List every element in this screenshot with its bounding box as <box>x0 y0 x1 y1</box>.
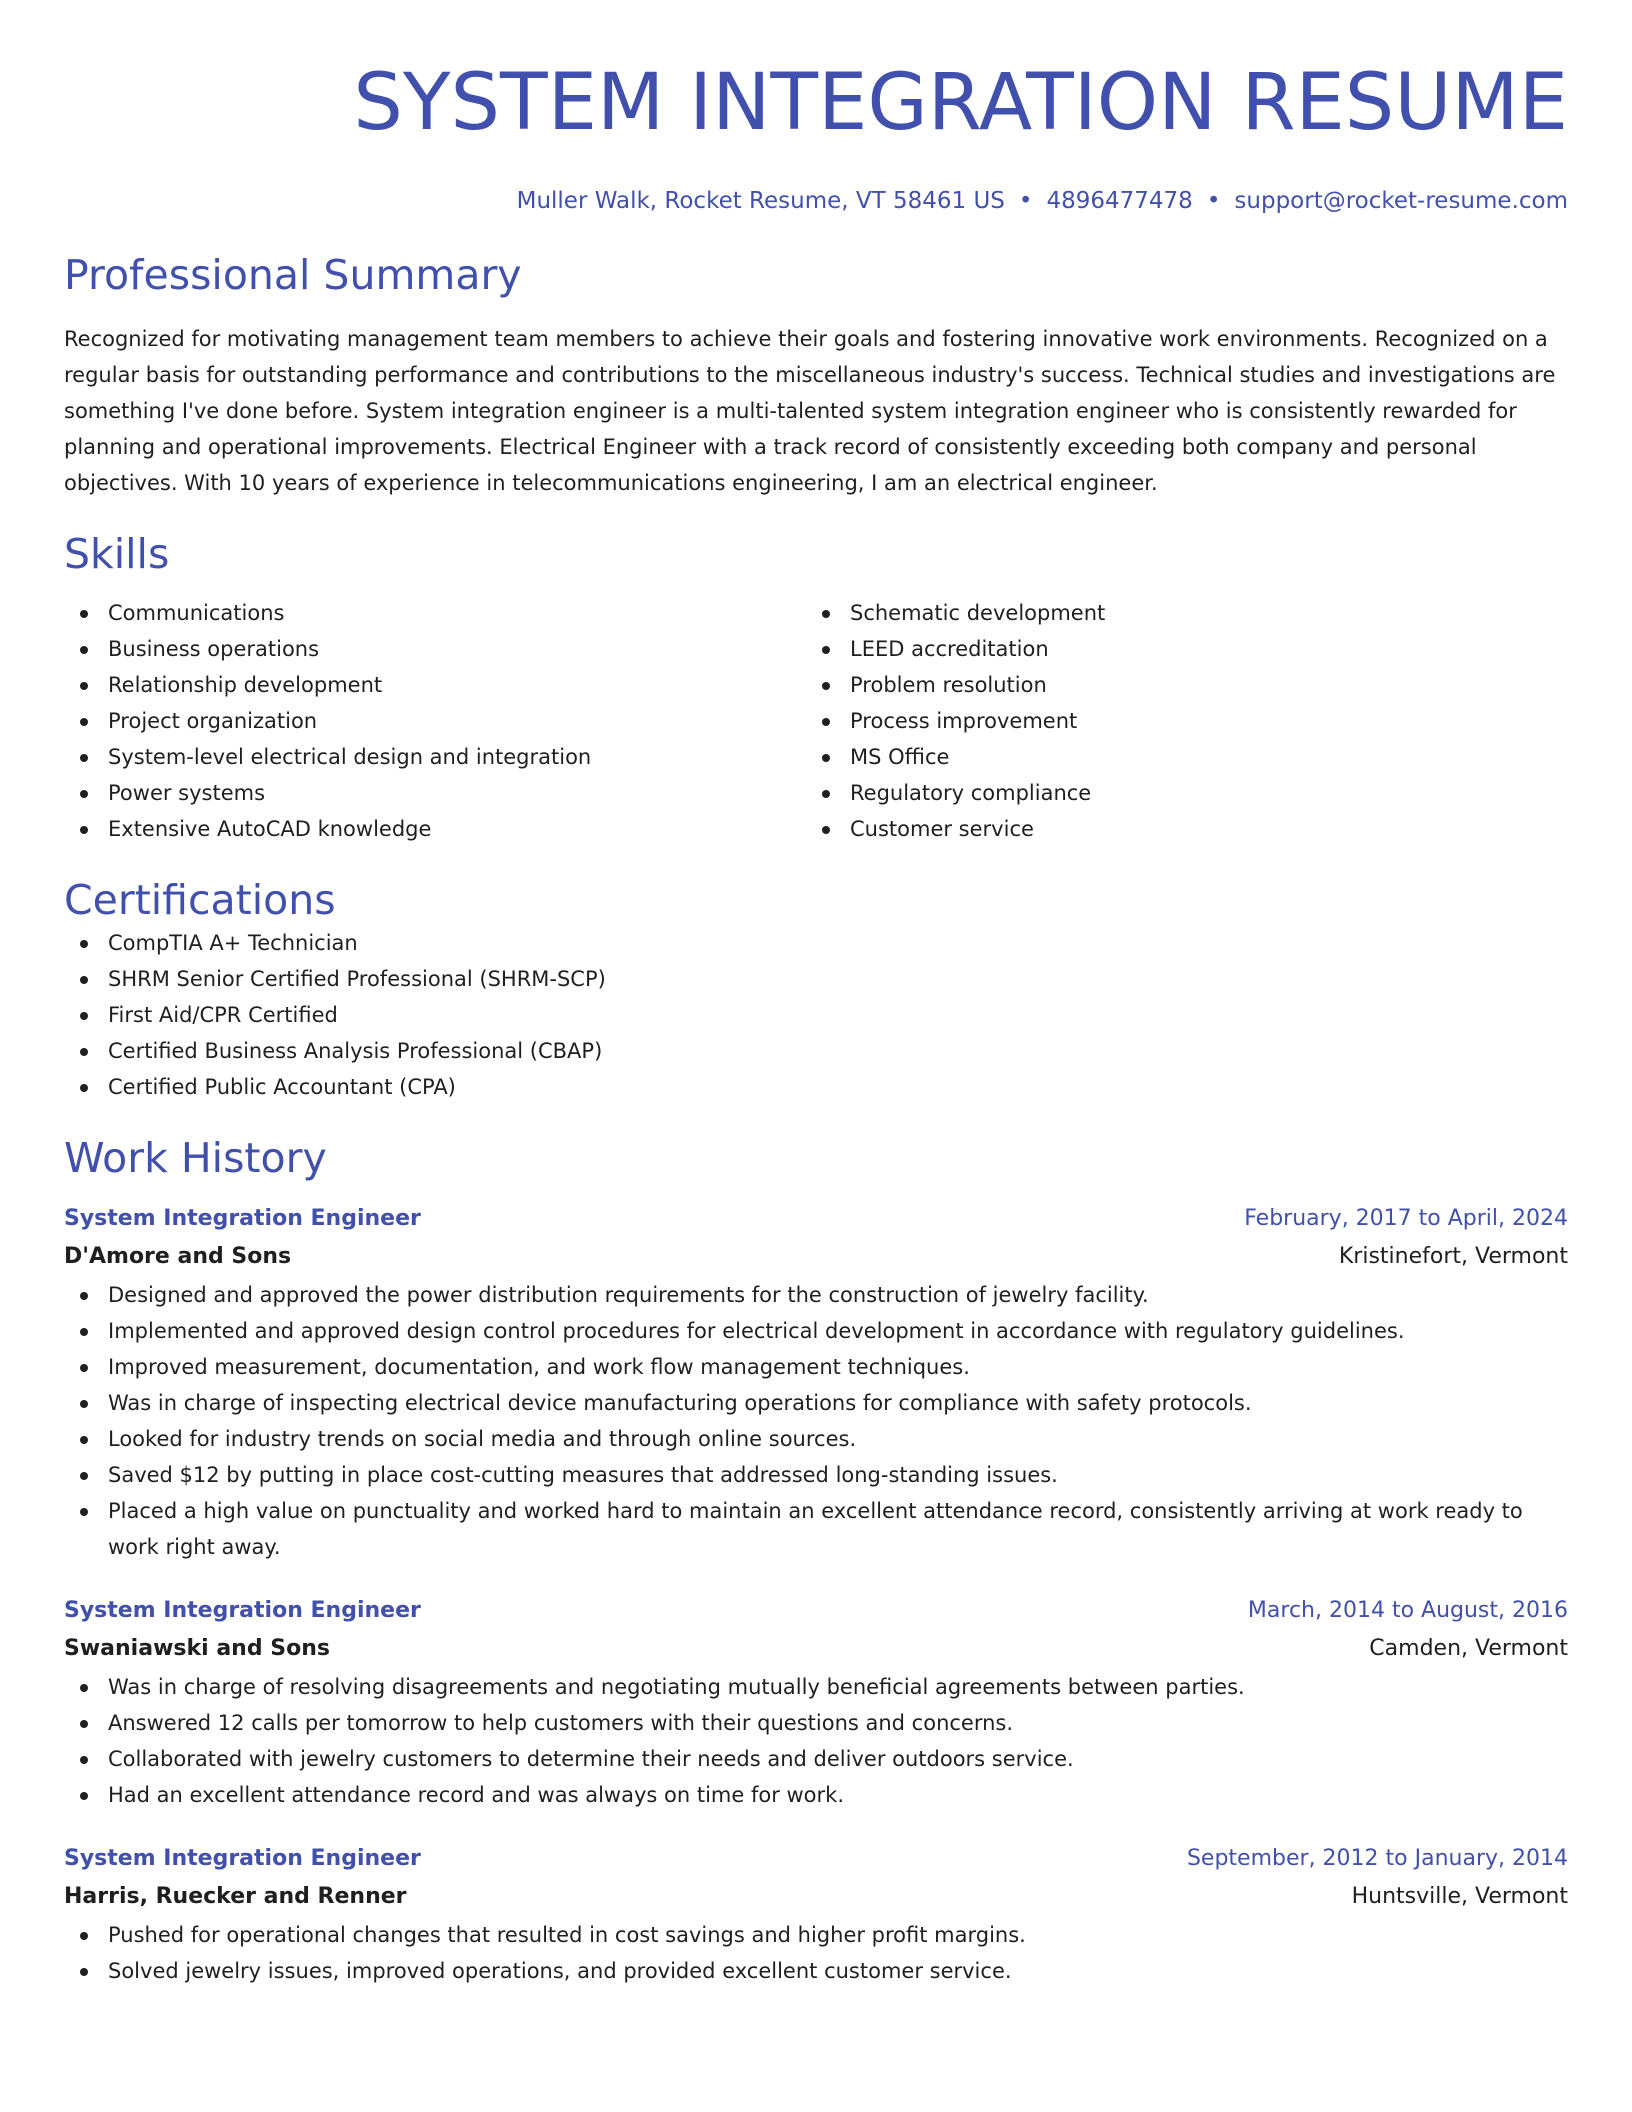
list-item <box>64 1349 1568 1385</box>
bullet-icon <box>80 1048 88 1056</box>
list-item <box>64 811 806 847</box>
skills-list-right <box>806 595 1548 847</box>
job-header-row <box>64 1593 1568 1629</box>
list-item <box>64 1421 1568 1457</box>
list-item-text: Process improvement <box>850 709 1078 733</box>
bullet-icon <box>80 1720 88 1728</box>
list-item-text: Collaborated with jewelry customers to determine their needs and deliver outdoors service. <box>108 1747 1074 1771</box>
bullet-icon <box>822 754 830 762</box>
list-item <box>64 1457 1568 1493</box>
list-item <box>806 667 1548 703</box>
bullet-icon <box>80 1968 88 1976</box>
bullet-icon <box>80 1364 88 1372</box>
list-item-text: Designed and approved the power distribution requirements for the construction of jewelry facility. <box>108 1283 1149 1307</box>
bullet-icon <box>80 1756 88 1764</box>
list-item <box>64 961 1568 997</box>
bullet-icon <box>80 1328 88 1336</box>
certifications-list <box>64 925 1568 1105</box>
summary-section <box>64 250 1568 501</box>
list-item <box>64 1953 1568 1989</box>
list-item <box>64 1277 1568 1313</box>
bullet-icon <box>80 718 88 726</box>
list-item <box>64 1741 1568 1777</box>
contact-email: support@rocket-resume.com <box>1234 188 1568 214</box>
bullet-icon <box>80 976 88 984</box>
job-entry <box>64 1201 1568 1565</box>
job-role: System Integration Engineer <box>64 1206 421 1231</box>
resume-title: SYSTEM INTEGRATION RESUME <box>353 58 1568 148</box>
work-history-section <box>64 1133 1568 1989</box>
job-company: Harris, Ruecker and Renner <box>64 1884 407 1909</box>
list-item-text: Project organization <box>108 709 318 733</box>
contact-phone: 4896477478 <box>1046 188 1193 214</box>
bullet-icon <box>822 646 830 654</box>
job-company-row <box>64 1629 1568 1669</box>
summary-text: Recognized for motivating management team members to achieve their goals and fostering innovative work environments. Recognized on a regular basis for outstanding performance and contributions to the miscellaneous industry's success. Technical studies and investigations are something I've done before. System integration engineer is a multi-talented system integration engineer who is consistently rewarded for planning and operational improvements. Electrical Engineer with a track record of consistently exceeding both company and personal objectives. With 10 years of experience in telecommunications engineering, I am an electrical engineer. <box>64 327 1556 495</box>
list-item-text: Implemented and approved design control procedures for electrical development in accordance with regulatory guidelines. <box>108 1319 1405 1343</box>
contact-line <box>64 186 1568 216</box>
certifications-heading: Certifications <box>64 876 336 924</box>
job-bullets <box>64 1669 1568 1813</box>
list-item-text: Had an excellent attendance record and was always on time for work. <box>108 1783 845 1807</box>
list-item-text: Communications <box>108 601 285 625</box>
job-dates: September, 2012 to January, 2014 <box>1186 1846 1568 1871</box>
list-item <box>64 1917 1568 1953</box>
contact-separator: • <box>1018 188 1033 214</box>
list-item <box>64 1033 1568 1069</box>
list-item <box>64 1777 1568 1813</box>
list-item-text: Business operations <box>108 637 320 661</box>
bullet-icon <box>80 646 88 654</box>
list-item <box>806 739 1548 775</box>
list-item <box>64 739 806 775</box>
skills-section <box>64 529 1568 847</box>
job-role: System Integration Engineer <box>64 1598 421 1623</box>
list-item <box>64 997 1568 1033</box>
skills-heading: Skills <box>64 530 170 578</box>
bullet-icon <box>822 790 830 798</box>
list-item-text: First Aid/CPR Certified <box>108 1003 338 1027</box>
bullet-icon <box>80 790 88 798</box>
list-item-text: Problem resolution <box>850 673 1047 697</box>
list-item-text: Power systems <box>108 781 266 805</box>
bullet-icon <box>80 1292 88 1300</box>
list-item-text: Was in charge of inspecting electrical device manufacturing operations for compliance with safety protocols. <box>108 1391 1252 1415</box>
bullet-icon <box>822 718 830 726</box>
bullet-icon <box>80 1792 88 1800</box>
bullet-icon <box>80 1084 88 1092</box>
skills-columns <box>64 595 1568 847</box>
list-item-text: Answered 12 calls per tomorrow to help customers with their questions and concerns. <box>108 1711 1014 1735</box>
list-item-text: Regulatory compliance <box>850 781 1092 805</box>
bullet-icon <box>80 940 88 948</box>
job-dates: March, 2014 to August, 2016 <box>1247 1598 1568 1623</box>
certifications-section <box>64 875 1568 1105</box>
list-item-text: MS Office <box>850 745 950 769</box>
job-header-row <box>64 1841 1568 1877</box>
list-item <box>64 1493 1568 1565</box>
bullet-icon <box>80 1932 88 1940</box>
bullet-icon <box>80 1472 88 1480</box>
list-item-text: Pushed for operational changes that resulted in cost savings and higher profit margins. <box>108 1923 1026 1947</box>
job-location: Kristinefort, Vermont <box>1338 1244 1568 1269</box>
job-company-row <box>64 1237 1568 1277</box>
list-item-text: CompTIA A+ Technician <box>108 931 358 955</box>
list-item-text: Certified Business Analysis Professional (CBAP) <box>108 1039 603 1063</box>
job-location: Camden, Vermont <box>1369 1636 1568 1661</box>
list-item <box>64 667 806 703</box>
bullet-icon <box>80 610 88 618</box>
bullet-icon <box>80 1508 88 1516</box>
job-entry <box>64 1841 1568 1989</box>
list-item <box>64 631 806 667</box>
job-company-row <box>64 1877 1568 1917</box>
bullet-icon <box>80 826 88 834</box>
list-item-text: Looked for industry trends on social media and through online sources. <box>108 1427 857 1451</box>
list-item <box>64 1385 1568 1421</box>
list-item <box>64 775 806 811</box>
job-location: Huntsville, Vermont <box>1351 1884 1568 1909</box>
list-item-text: Solved jewelry issues, improved operations, and provided excellent customer service. <box>108 1959 1012 1983</box>
bullet-icon <box>80 754 88 762</box>
contact-address: Muller Walk, Rocket Resume, VT 58461 US <box>516 188 1005 214</box>
job-bullets <box>64 1277 1568 1565</box>
job-role: System Integration Engineer <box>64 1846 421 1871</box>
list-item-text: System-level electrical design and integration <box>108 745 592 769</box>
list-item-text: SHRM Senior Certified Professional (SHRM-SCP) <box>108 967 606 991</box>
bullet-icon <box>80 682 88 690</box>
skills-column-right <box>806 595 1548 847</box>
job-company: Swaniawski and Sons <box>64 1636 330 1661</box>
list-item <box>806 595 1548 631</box>
skills-column-left <box>64 595 806 847</box>
job-dates: February, 2017 to April, 2024 <box>1244 1206 1568 1231</box>
bullet-icon <box>822 682 830 690</box>
work-history-heading: Work History <box>64 1134 327 1182</box>
list-item <box>64 1069 1568 1105</box>
job-company: D'Amore and Sons <box>64 1244 292 1269</box>
list-item-text: Extensive AutoCAD knowledge <box>108 817 432 841</box>
list-item-text: Customer service <box>850 817 1034 841</box>
job-entry <box>64 1593 1568 1813</box>
bullet-icon <box>80 1012 88 1020</box>
bullet-icon <box>822 610 830 618</box>
list-item <box>806 775 1548 811</box>
list-item-text: Relationship development <box>108 673 383 697</box>
list-item <box>806 703 1548 739</box>
list-item-text: Schematic development <box>850 601 1106 625</box>
jobs-list <box>64 1201 1568 1989</box>
list-item <box>64 595 806 631</box>
list-item <box>64 1313 1568 1349</box>
list-item-text: LEED accreditation <box>850 637 1049 661</box>
list-item <box>64 703 806 739</box>
list-item <box>64 1669 1568 1705</box>
job-header-row <box>64 1201 1568 1237</box>
skills-list-left <box>64 595 806 847</box>
list-item <box>806 811 1548 847</box>
list-item <box>806 631 1548 667</box>
summary-heading: Professional Summary <box>64 251 522 299</box>
job-bullets <box>64 1917 1568 1989</box>
list-item <box>64 925 1568 961</box>
contact-separator: • <box>1206 188 1221 214</box>
bullet-icon <box>80 1436 88 1444</box>
bullet-icon <box>80 1400 88 1408</box>
resume-page <box>64 0 1568 2112</box>
bullet-icon <box>80 1684 88 1692</box>
list-item-text: Saved $12 by putting in place cost-cutting measures that addressed long-standing issues. <box>108 1463 1058 1487</box>
list-item <box>64 1705 1568 1741</box>
bullet-icon <box>822 826 830 834</box>
list-item-text: Improved measurement, documentation, and work flow management techniques. <box>108 1355 970 1379</box>
list-item-text: Certified Public Accountant (CPA) <box>108 1075 456 1099</box>
list-item-text: Was in charge of resolving disagreements and negotiating mutually beneficial agreements between parties. <box>108 1675 1245 1699</box>
list-item-text: Placed a high value on punctuality and worked hard to maintain an excellent attendance record, consistently arriving at work ready to work right away. <box>108 1499 1523 1559</box>
